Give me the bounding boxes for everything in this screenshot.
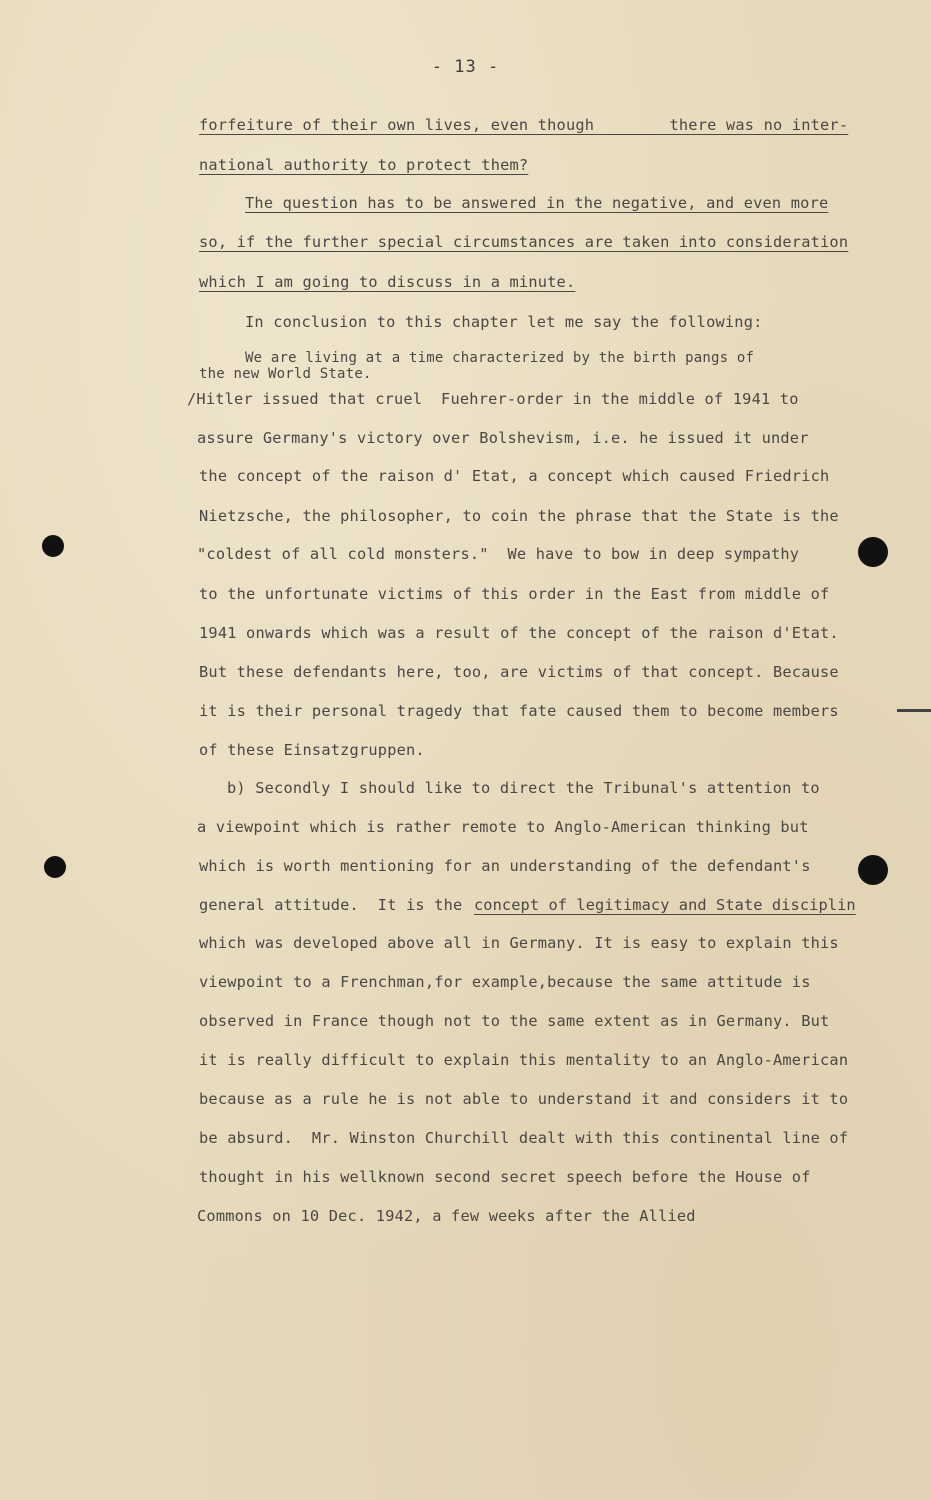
text-line-5: which I am going to discuss in a minute. [199,273,576,291]
text-line-24: viewpoint to a Frenchman,for example,because the same attitude is [199,973,811,991]
text-line-18: of these Einsatzgruppen. [199,741,425,759]
text-line-9: /Hitler issued that cruel Fuehrer-order in the middle of 1941 to [187,390,799,408]
text-line-30: Commons on 10 Dec. 1942, a few weeks after the Allied [197,1207,696,1225]
text-line-11: the concept of the raison d' Etat, a concept which caused Friedrich [199,467,830,485]
text-line-3: The question has to be answered in the negative, and even more [245,194,829,212]
page-number: - 13 - [431,57,500,77]
text-line-6: In conclusion to this chapter let me say the following: [245,313,763,331]
text-line-7: We are living at a time characterized by the birth pangs of [245,350,755,366]
text-line-2: national authority to protect them? [199,156,529,174]
text-line-28: be absurd. Mr. Winston Churchill dealt with this continental line of [199,1129,849,1147]
text-line-1: forfeiture of their own lives, even though there was no inter- [199,116,849,134]
text-line-19: b) Secondly I should like to direct the Tribunal's attention to [227,779,820,797]
punch-hole-left-top [42,535,64,557]
text-line-4: so, if the further special circumstances are taken into consideration [199,233,849,251]
text-line-22b: concept of legitimacy and State disciplin [474,896,856,914]
text-line-12: Nietzsche, the philosopher, to coin the phrase that the State is the [199,507,839,525]
text-line-20: a viewpoint which is rather remote to Anglo-American thinking but [197,818,809,836]
punch-hole-right-bottom [858,855,888,885]
text-line-17: it is their personal tragedy that fate caused them to become members [199,702,839,720]
text-line-29: thought in his wellknown second secret speech before the House of [199,1168,811,1186]
text-line-27: because as a rule he is not able to understand it and considers it to [199,1090,849,1108]
punch-hole-right-top [858,537,888,567]
text-line-13: "coldest of all cold monsters." We have to bow in deep sympathy [197,545,800,563]
text-line-15: 1941 onwards which was a result of the concept of the raison d'Etat. [199,624,839,642]
text-line-16: But these defendants here, too, are victims of that concept. Because [199,663,839,681]
text-line-25: observed in France though not to the same extent as in Germany. But [199,1012,830,1030]
text-line-26: it is really difficult to explain this mentality to an Anglo-American [199,1051,849,1069]
text-line-10: assure Germany's victory over Bolshevism, i.e. he issued it under [197,429,809,447]
text-line-22a: general attitude. It is the [199,896,463,914]
text-line-23: which was developed above all in Germany. It is easy to explain this [199,934,839,952]
text-line-8: the new World State. [199,366,372,382]
text-line-21: which is worth mentioning for an understanding of the defendant's [199,857,811,875]
margin-mark [897,709,931,712]
text-line-14: to the unfortunate victims of this order in the East from middle of [199,585,830,603]
punch-hole-left-bottom [44,856,66,878]
